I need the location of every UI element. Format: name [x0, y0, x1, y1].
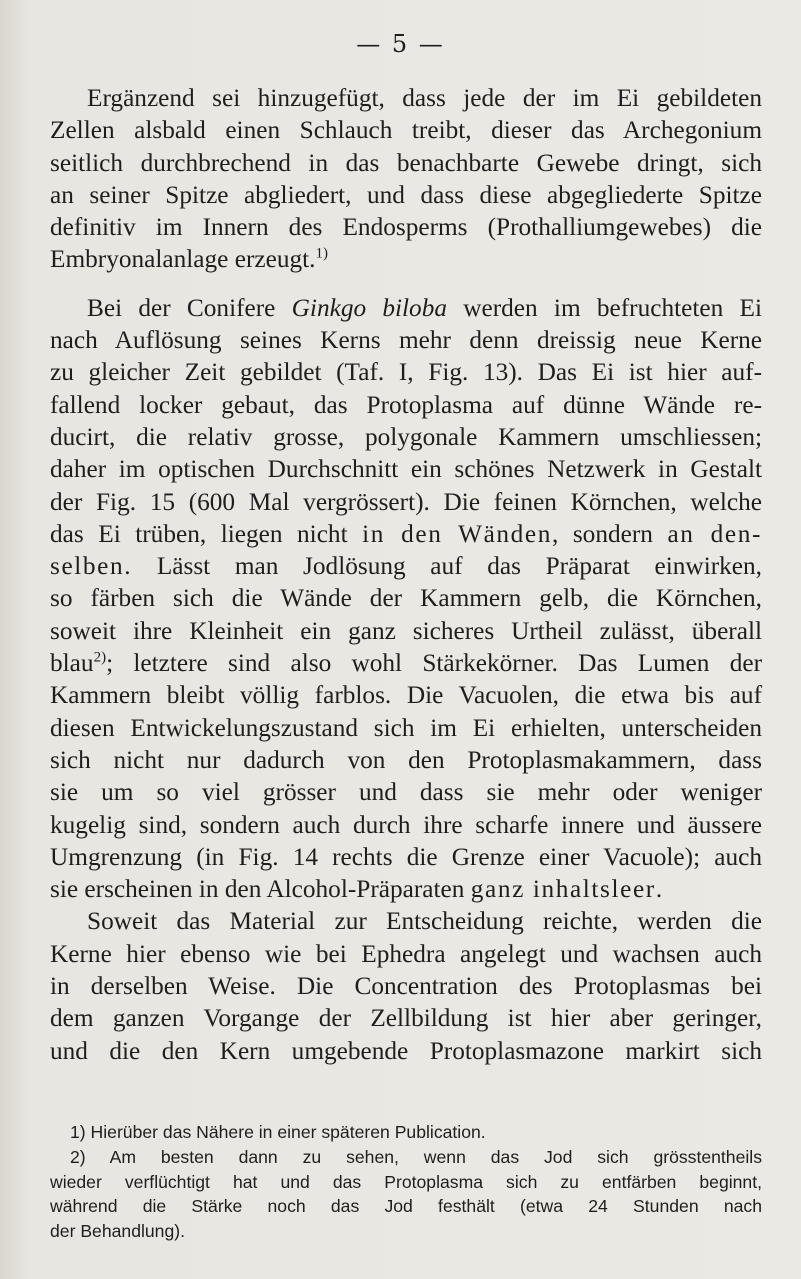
text-line: ducirt, die relativ grosse, polygonale Kammern umschliessen; [50, 422, 762, 451]
text-line: Soweit das Material zur Entscheidung reichte, werden die [87, 907, 762, 936]
text-line: Kammern bleibt völlig farblos. Die Vacuolen, die etwa bis auf [50, 681, 762, 710]
text-line: und die den Kern umgebende Protoplasmazone markirt sich [50, 1036, 762, 1065]
text-line [50, 550, 762, 582]
text-line: definitiv im Innern des Endosperms (Prothalliumgewebes) die [50, 213, 762, 242]
text-line: sich nicht nur dadurch von den Protoplasmakammern, dass [50, 745, 762, 774]
text-line: zu gleicher Zeit gebildet (Taf. I, Fig. 13). Das Ei ist hier auf- [50, 358, 762, 387]
footnote-marker-2[interactable]: 2) [93, 649, 107, 666]
text-span: ; letztere sind also wohl Stärkekörner. Das Lumen der [106, 649, 762, 678]
text-span: . [655, 875, 663, 904]
text-line: an seiner Spitze abgliedert, und dass diese abgegliederte Spitze [50, 180, 762, 209]
text-line: soweit ihre Kleinheit ein ganz sicheres Urtheil zulässt, überall [50, 616, 762, 645]
text-line: dem ganzen Vorgange der Zellbildung ist hier aber geringer, [50, 1004, 762, 1033]
footnote-marker: 1) [70, 1122, 86, 1142]
text-span: Bei der Conifere [87, 293, 276, 322]
text-line: Umgrenzung (in Fig. 14 rechts die Grenze einer Vacuole); auch [50, 842, 762, 871]
text-line [50, 243, 762, 275]
footnotes [50, 1120, 762, 1244]
paragraph-3 [50, 905, 762, 1066]
text-span: , sondern [551, 519, 653, 548]
text-line: nach Auflösung seines Kerns mehr denn dreissig neue Kerne [50, 326, 762, 355]
text-line [50, 292, 762, 324]
footnote-text-line: der Behandlung). [50, 1221, 185, 1242]
text-line: der Fig. 15 (600 Mal vergrössert). Die feinen Körnchen, welche [50, 487, 762, 516]
text-line [50, 873, 762, 905]
footnote-2 [50, 1145, 762, 1170]
footnote-1 [50, 1120, 762, 1145]
footnote-text: Hierüber das Nähere in einer späteren Publication. [90, 1122, 486, 1142]
footnote-marker: 2) [70, 1146, 86, 1167]
page-number: — 5 — [356, 30, 445, 58]
text-line [50, 518, 762, 550]
text-line: Kerne hier ebenso wie bei Ephedra angelegt und wachsen auch [50, 939, 762, 968]
text-line: kugelig sind, sondern auch durch ihre scharfe innere und äussere [50, 810, 762, 839]
text-span: blau [50, 649, 94, 678]
species-name: Ginkgo biloba [291, 293, 447, 322]
footnote-text: Am besten dann zu sehen, wenn das Jod sich grösstentheils [109, 1146, 762, 1167]
text-line: sie um so viel grösser und dass sie mehr oder weniger [50, 778, 762, 807]
text-line [50, 647, 762, 679]
text-line: in derselben Weise. Die Concentration des Protoplasmas bei [50, 972, 762, 1001]
text-span: das Ei trüben, liegen nicht [50, 519, 348, 548]
text-line: so färben sich die Wände der Kammern gelb, die Körnchen, [50, 584, 762, 613]
emphasis-span: in den Wänden [362, 519, 552, 548]
text-line: diesen Entwickelungszustand sich im Ei erhielten, unterscheiden [50, 713, 762, 742]
emphasis-span: ganz inhaltsleer [470, 875, 656, 904]
text-span: werden im befruchteten Ei [463, 293, 762, 322]
footnote-text-line: während die Stärke noch das Jod festhält (etwa 24 Stunden nach [50, 1196, 762, 1217]
emphasis-span: selben. [50, 552, 133, 581]
paragraph-1 [50, 82, 762, 276]
footnote-text-line: wieder verflüchtigt hat und das Protoplasma sich zu entfärben beginnt, [50, 1171, 762, 1192]
text-span: Lässt man Jodlösung auf das Präparat einwirken, [156, 552, 763, 581]
text-line: fallend locker gebaut, das Protoplasma auf dünne Wände re- [50, 390, 762, 419]
text-line: Zellen alsbald einen Schlauch treibt, dieser das Archegonium [50, 116, 762, 145]
paragraph-2 [50, 292, 762, 906]
emphasis-span: an den- [667, 519, 762, 548]
text-span: sie erscheinen in den Alcohol-Präparaten [50, 875, 465, 904]
text-line: daher im optischen Durchschnitt ein schönes Netzwerk in Gestalt [50, 455, 762, 484]
text-line: Ergänzend sei hinzugefügt, dass jede der im Ei gebildeten [87, 84, 762, 112]
body-text [50, 82, 762, 1067]
footnote-marker-1[interactable]: 1) [315, 246, 328, 263]
text-line: seitlich durchbrechend in das benachbarte Gewebe dringt, sich [50, 148, 762, 177]
text-span: Embryonalanlage erzeugt. [50, 245, 316, 274]
